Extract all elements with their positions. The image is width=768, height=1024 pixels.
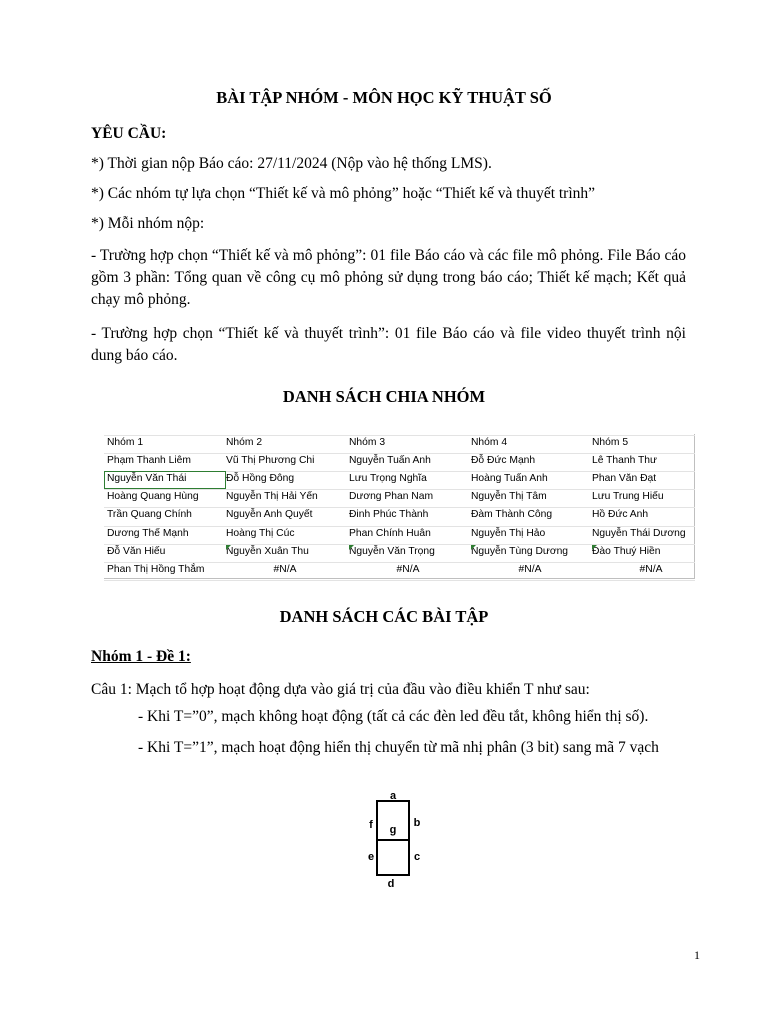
table-cell[interactable]: Lưu Trung Hiếu	[592, 491, 664, 503]
selected-cell[interactable]	[104, 471, 226, 489]
requirement-choice: *) Các nhóm tự lựa chọn “Thiết kế và mô phỏng” hoặc “Thiết kế và thuyết trình”	[91, 185, 596, 202]
table-cell[interactable]: Hoàng Quang Hùng	[107, 491, 199, 503]
table-cell[interactable]: Nguyễn Anh Quyết	[226, 509, 313, 521]
table-cell[interactable]: Nguyễn Thái Dương	[592, 527, 686, 539]
segment-label-g: g	[389, 824, 397, 836]
table-header-cell[interactable]: Nhóm 1	[107, 437, 144, 448]
table-cell[interactable]: Phan Chính Huân	[349, 527, 431, 539]
error-indicator-icon	[226, 545, 231, 550]
question-1: Câu 1: Mạch tổ hợp hoạt động dựa vào giá trị của đầu vào điều khiển T như sau:	[91, 681, 590, 698]
error-indicator-icon	[592, 545, 597, 550]
table-cell[interactable]: Trần Quang Chính	[107, 509, 192, 521]
segment-label-b: b	[413, 817, 421, 829]
groups-spreadsheet	[104, 434, 695, 579]
requirement-presentation: - Trường hợp chọn “Thiết kế và thuyết trình”: 01 file Báo cáo và file video thuyết trình nội dung báo cáo.	[91, 325, 686, 364]
table-cell[interactable]: Đào Thuý Hiền	[592, 545, 661, 557]
segment-label-f: f	[369, 819, 373, 831]
question-1-case-off: - Khi T=”0”, mạch không hoạt động (tất cả các đèn led đều tắt, không hiển thị số).	[138, 708, 649, 725]
table-cell[interactable]: Nguyễn Tùng Dương	[471, 545, 569, 557]
table-cell[interactable]: Lưu Trọng Nghĩa	[349, 473, 427, 485]
group1-heading: Nhóm 1 - Đề 1:	[91, 648, 191, 665]
table-cell[interactable]: #N/A	[639, 563, 663, 575]
document-title: BÀI TẬP NHÓM - MÔN HỌC KỸ THUẬT SỐ	[216, 88, 552, 107]
table-header-cell[interactable]: Nhóm 5	[592, 437, 629, 448]
table-cell[interactable]: Hoàng Thị Cúc	[226, 527, 295, 539]
page-number: 1	[694, 948, 700, 962]
table-cell[interactable]: Dương Thế Mạnh	[107, 527, 189, 539]
requirement-simulation: - Trường hợp chọn “Thiết kế và mô phỏng”: 01 file Báo cáo và các file mô phỏng. File Báo cáo gồm 3 phần: Tổng quan về công cụ mô phỏng sử dụng trong báo cáo; Thiết kế mạch; Kết quả chạy mô phỏng.	[91, 247, 686, 308]
table-cell[interactable]: Đàm Thành Công	[471, 509, 553, 521]
table-cell[interactable]: Dương Phan Nam	[349, 491, 434, 503]
table-cell[interactable]: Nguyễn Thị Hảo	[471, 527, 546, 539]
table-cell[interactable]: Phan Thị Hồng Thắm	[107, 563, 205, 575]
segment-label-c: c	[413, 851, 421, 863]
segment-label-a: a	[389, 790, 397, 802]
table-cell[interactable]: Nguyễn Thị Tâm	[471, 491, 547, 503]
table-cell[interactable]: #N/A	[518, 563, 542, 575]
table-cell[interactable]: Lê Thanh Thư	[592, 455, 657, 467]
table-cell[interactable]: Nguyễn Văn Trọng	[349, 545, 435, 557]
table-cell[interactable]: Nguyễn Tuấn Anh	[349, 455, 431, 467]
table-header-cell[interactable]: Nhóm 2	[226, 437, 263, 448]
seven-segment-diagram	[355, 785, 435, 895]
requirements-heading: YÊU CẦU:	[91, 125, 167, 142]
question-1-case-on: - Khi T=”1”, mạch hoạt động hiển thị chuyển từ mã nhị phân (3 bit) sang mã 7 vạch	[138, 739, 659, 756]
requirement-deadline: *) Thời gian nộp Báo cáo: 27/11/2024 (Nộp vào hệ thống LMS).	[91, 155, 492, 172]
table-cell[interactable]: Phan Văn Đạt	[592, 473, 657, 485]
segment-label-e: e	[367, 851, 375, 863]
table-cell[interactable]: Đỗ Đức Mạnh	[471, 455, 536, 467]
table-cell[interactable]: Nguyễn Thị Hải Yến	[226, 491, 318, 503]
segment-label-d: d	[387, 878, 395, 890]
seven-segment-svg	[355, 785, 435, 895]
table-cell[interactable]: Nguyễn Xuân Thu	[226, 545, 309, 557]
table-cell[interactable]: Phạm Thanh Liêm	[107, 455, 191, 467]
table-header-cell[interactable]: Nhóm 3	[349, 437, 386, 448]
table-cell[interactable]: Nguyễn Văn Thái	[107, 473, 187, 485]
grid-line	[104, 580, 695, 581]
groups-title: DANH SÁCH CHIA NHÓM	[282, 387, 486, 406]
table-cell[interactable]: #N/A	[273, 563, 297, 575]
table-cell[interactable]: #N/A	[396, 563, 420, 575]
segment-lower-box	[377, 840, 409, 875]
error-indicator-icon	[471, 545, 476, 550]
error-indicator-icon	[349, 545, 354, 550]
table-cell[interactable]: Đinh Phúc Thành	[349, 509, 429, 521]
table-cell[interactable]: Vũ Thị Phương Chi	[226, 455, 315, 467]
table-cell[interactable]: Hoàng Tuấn Anh	[471, 473, 548, 485]
requirement-submit: *) Mỗi nhóm nộp:	[91, 215, 205, 232]
table-cell[interactable]: Đỗ Hồng Đông	[226, 473, 295, 485]
table-header-cell[interactable]: Nhóm 4	[471, 437, 508, 448]
table-cell[interactable]: Hồ Đức Anh	[592, 509, 649, 521]
table-cell[interactable]: Đỗ Văn Hiếu	[107, 545, 166, 557]
exercises-title: DANH SÁCH CÁC BÀI TẬP	[279, 607, 489, 626]
